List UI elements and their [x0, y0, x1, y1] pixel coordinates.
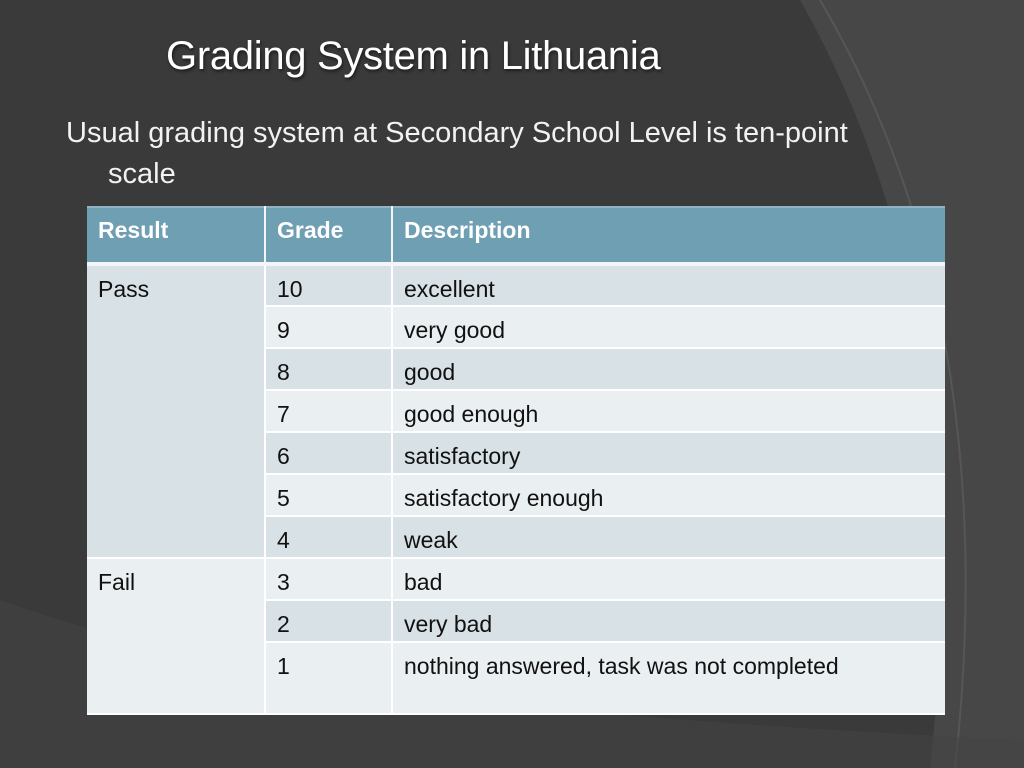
grade-cell: 9	[265, 306, 392, 348]
description-cell: satisfactory enough	[392, 474, 945, 516]
table-row	[87, 558, 945, 600]
table-header-row	[87, 207, 945, 264]
header-grade: Grade	[265, 207, 392, 264]
header-description: Description	[392, 207, 945, 264]
description-cell: very bad	[392, 600, 945, 642]
result-fail: Fail	[87, 558, 265, 714]
grade-cell: 6	[265, 432, 392, 474]
grade-cell: 3	[265, 558, 392, 600]
grade-cell: 10	[265, 264, 392, 306]
grading-table	[87, 206, 945, 715]
table-row	[87, 264, 945, 306]
grade-cell: 8	[265, 348, 392, 390]
description-cell: weak	[392, 516, 945, 558]
description-cell: excellent	[392, 264, 945, 306]
description-cell: nothing answered, task was not completed	[392, 642, 945, 714]
slide-title: Grading System in Lithuania	[166, 34, 661, 78]
description-cell: good	[392, 348, 945, 390]
description-cell: bad	[392, 558, 945, 600]
slide-subtitle: Usual grading system at Secondary School Level is ten-point scale	[66, 117, 848, 190]
grade-cell: 2	[265, 600, 392, 642]
header-result: Result	[87, 207, 265, 264]
grade-cell: 4	[265, 516, 392, 558]
description-cell: very good	[392, 306, 945, 348]
result-pass: Pass	[87, 264, 265, 558]
grade-cell: 5	[265, 474, 392, 516]
description-cell: good enough	[392, 390, 945, 432]
description-cell: satisfactory	[392, 432, 945, 474]
grade-cell: 1	[265, 642, 392, 714]
grade-cell: 7	[265, 390, 392, 432]
